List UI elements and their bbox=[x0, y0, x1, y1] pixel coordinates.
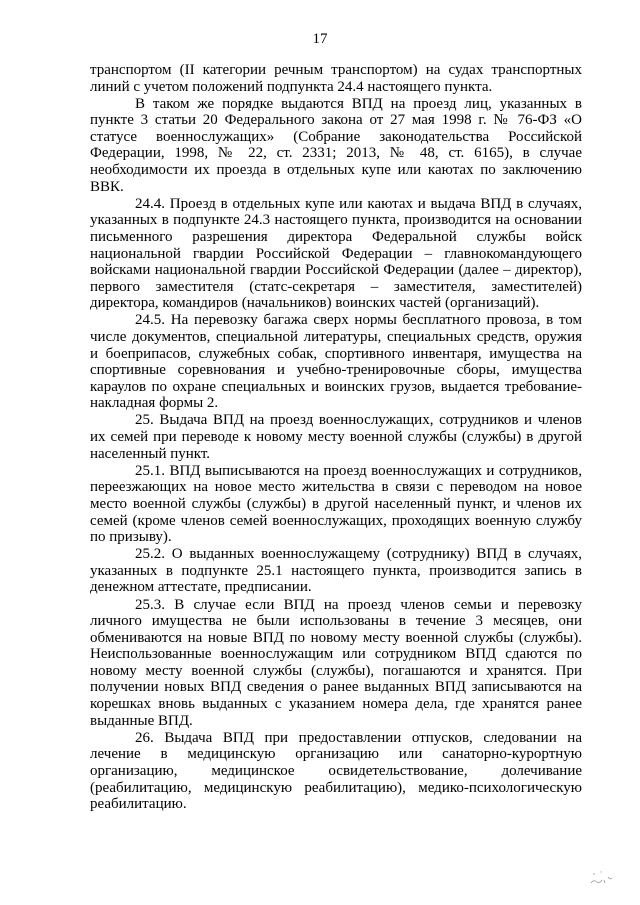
paragraph-25-3: 25.3. В случае если ВПД на проезд членов семьи и перевозку личного имущества не были использованы в течение 3 месяцев, они обмениваются на новые ВПД по новому месту военной службы (службы). Неиспользованные военнослужащим или сотрудником ВПД сдаются по новому месту военной службы (службы), погашаются и хранятся. При получении новых ВПД сведения о ранее выданных ВПД записываются на корешках вновь выданных с указанием номера дела, где хранятся ранее выданные ВПД. bbox=[90, 596, 582, 729]
paragraph-24-5: 24.5. На перевозку багажа сверх нормы бесплатного провоза, в том числе документов, специальной литературы, специальных средств, оружия и боеприпасов, служебных собак, спортивного инвентаря, имущества на спортивные соревнования и учебно-тренировочные сборы, имущества караулов по охране специальных и воинских грузов, выдается требование-накладная формы 2. bbox=[90, 312, 582, 412]
page-number: 17 bbox=[312, 31, 328, 47]
paragraph-vpd-persons: В таком же порядке выдаются ВПД на проезд лиц, указанных в пункте 3 статьи 20 Федерального закона от 27 мая 1998 г. № 76-ФЗ «О статусе военнослужащих» (Собрание законодательства Российской Федерации, 1998, № 22, ст. 2331; 2013, № 48, ст. 6165), в случае необходимости их проезда в отдельных купе или каютах по заключению ВВК. bbox=[90, 95, 582, 195]
paragraph-26: 26. Выдача ВПД при предоставлении отпусков, следовании на лечение в медицинскую организацию или санаторно-курортную организацию, медицинское освидетельствование, долечивание (реабилитацию, медицинскую реабилитацию), медико-психологическую реабилитацию. bbox=[90, 729, 582, 813]
paragraph-24-4: 24.4. Проезд в отдельных купе или каютах и выдача ВПД в случаях, указанных в подпункте 24.3 настоящего пункта, производится на основании письменного разрешения директора Федеральной службы войск национальной гвардии Российской Федерации – главнокомандующего войсками национальной гвардии Российской Федерации (далее – директор), первого заместителя (статс-секретаря – заместителя, заместителей) директора, командиров (начальников) воинских частей (организаций). bbox=[90, 195, 582, 312]
paragraph-continuation: транспортом (II категории речным транспортом) на судах транспортных линий с учетом положений подпункта 24.4 настоящего пункта. bbox=[90, 62, 582, 95]
paragraph-25-2: 25.2. О выданных военнослужащему (сотруднику) ВПД в случаях, указанных в подпункте 25.1 настоящего пункта, производится запись в денежном аттестате, предписании. bbox=[90, 546, 582, 596]
paragraph-25: 25. Выдача ВПД на проезд военнослужащих, сотрудников и членов их семей при переводе к новому месту военной службы (службы) в другой населенный пункт. bbox=[90, 412, 582, 462]
paragraph-25-1: 25.1. ВПД выписываются на проезд военнослужащих и сотрудников, переезжающих на новое место жительства в связи с переводом на новое место военной службы (службы) в другой населенный пункт, и членов их семей (кроме членов семей военнослужащих, проходящих военную службу по призыву). bbox=[90, 462, 582, 546]
document-body bbox=[90, 62, 582, 813]
margin-mark-icon bbox=[588, 868, 618, 888]
